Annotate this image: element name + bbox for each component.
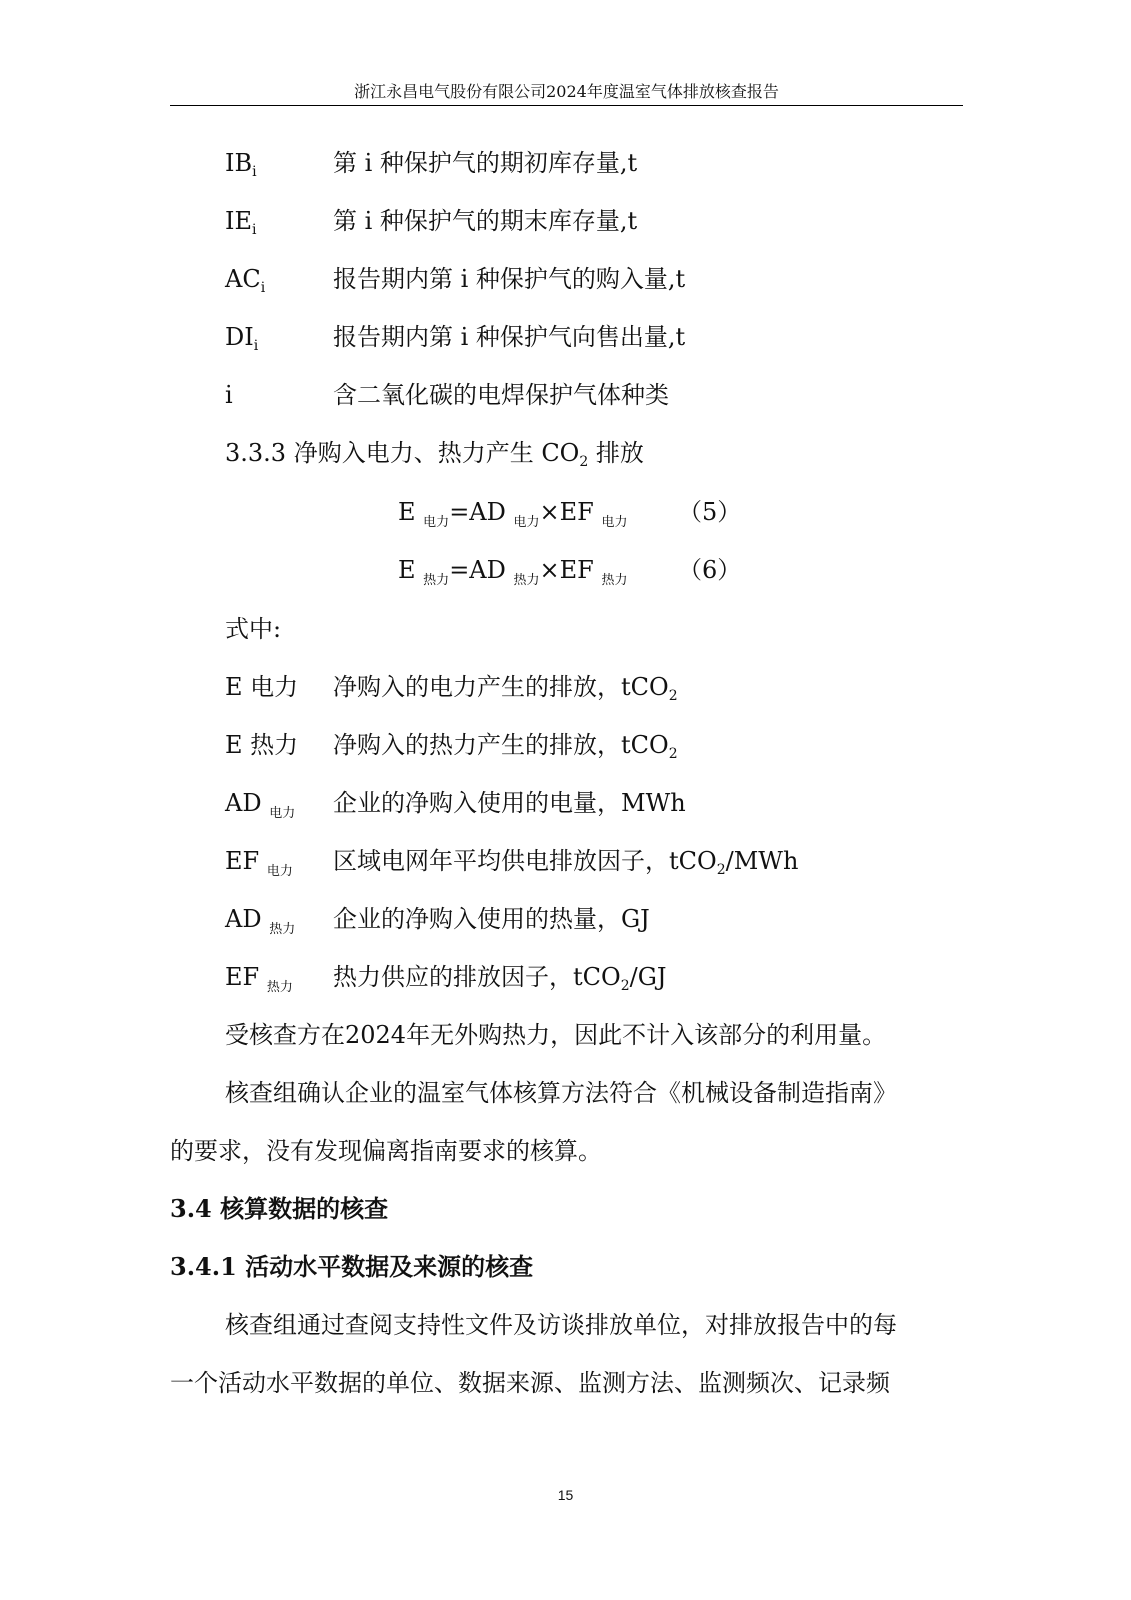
def-symbol: IB [225, 149, 253, 177]
def-symbol: EF [225, 847, 260, 875]
def-description: 第 i 种保护气的期初库存量,t [333, 149, 638, 177]
def-symbol: i [225, 381, 233, 409]
def-description: 含二氧化碳的电焊保护气体种类 [333, 381, 669, 409]
section-heading-3-3-3: 3.3.3 净购入电力、热力产生 $CO_2$ 排放 [225, 439, 644, 470]
def-description: 区域电网年平均供电排放因子，tCO [333, 847, 717, 875]
def-symbol: AC [225, 265, 261, 293]
header-rule [170, 105, 963, 106]
section-heading-3-4: 3.4 核算数据的核查 [170, 1194, 389, 1223]
section-heading-3-4-1: 3.4.1 活动水平数据及来源的核查 [170, 1252, 534, 1281]
def-symbol: AD [225, 789, 262, 817]
paragraph-method-line2: 的要求，没有发现偏离指南要求的核算。 [170, 1137, 602, 1165]
def-description: 净购入的电力产生的排放，tCO [333, 673, 669, 701]
def-description: 企业的净购入使用的热量，GJ [333, 905, 650, 933]
page-header: 浙江永昌电气股份有限公司2024年度温室气体排放核查报告 [354, 82, 779, 101]
def-symbol-sub: i [252, 163, 257, 180]
def-symbol: DI [225, 323, 254, 351]
def-symbol: E 电力 [225, 673, 299, 701]
def-description: 净购入的热力产生的排放，tCO [333, 731, 669, 759]
paragraph-no-heat: 受核查方在2024年无外购热力，因此不计入该部分的利用量。 [225, 1021, 887, 1049]
def-symbol-sub: i [253, 337, 259, 354]
def-symbol: EF [225, 963, 260, 991]
paragraph-activity-line1: 核查组通过查阅支持性文件及访谈排放单位，对排放报告中的每 [225, 1311, 897, 1339]
def-symbol: AD [225, 905, 262, 933]
def-symbol-sub: i [260, 279, 266, 296]
paragraph-activity-line2: 一个活动水平数据的单位、数据来源、监测方法、监测频次、记录频 [170, 1369, 890, 1397]
where-label: 式中: [225, 615, 282, 643]
def-symbol: IE [225, 207, 252, 235]
equation-number: （6） [678, 556, 742, 584]
def-description: 企业的净购入使用的电量，MWh [333, 789, 686, 817]
def-description: 第 i 种保护气的期末库存量,t [333, 207, 638, 235]
equation-number: （5） [678, 498, 742, 526]
def-description: 报告期内第 i 种保护气的购入量,t [333, 265, 686, 293]
def-description: 报告期内第 i 种保护气向售出量,t [333, 323, 686, 351]
def-description: 热力供应的排放因子，tCO [333, 963, 621, 991]
page-number: 15 [557, 1487, 574, 1503]
def-symbol-sub: i [252, 221, 257, 238]
paragraph-method-line1: 核查组确认企业的温室气体核算方法符合《机械设备制造指南》 [225, 1079, 897, 1107]
def-symbol: E 热力 [225, 731, 299, 759]
